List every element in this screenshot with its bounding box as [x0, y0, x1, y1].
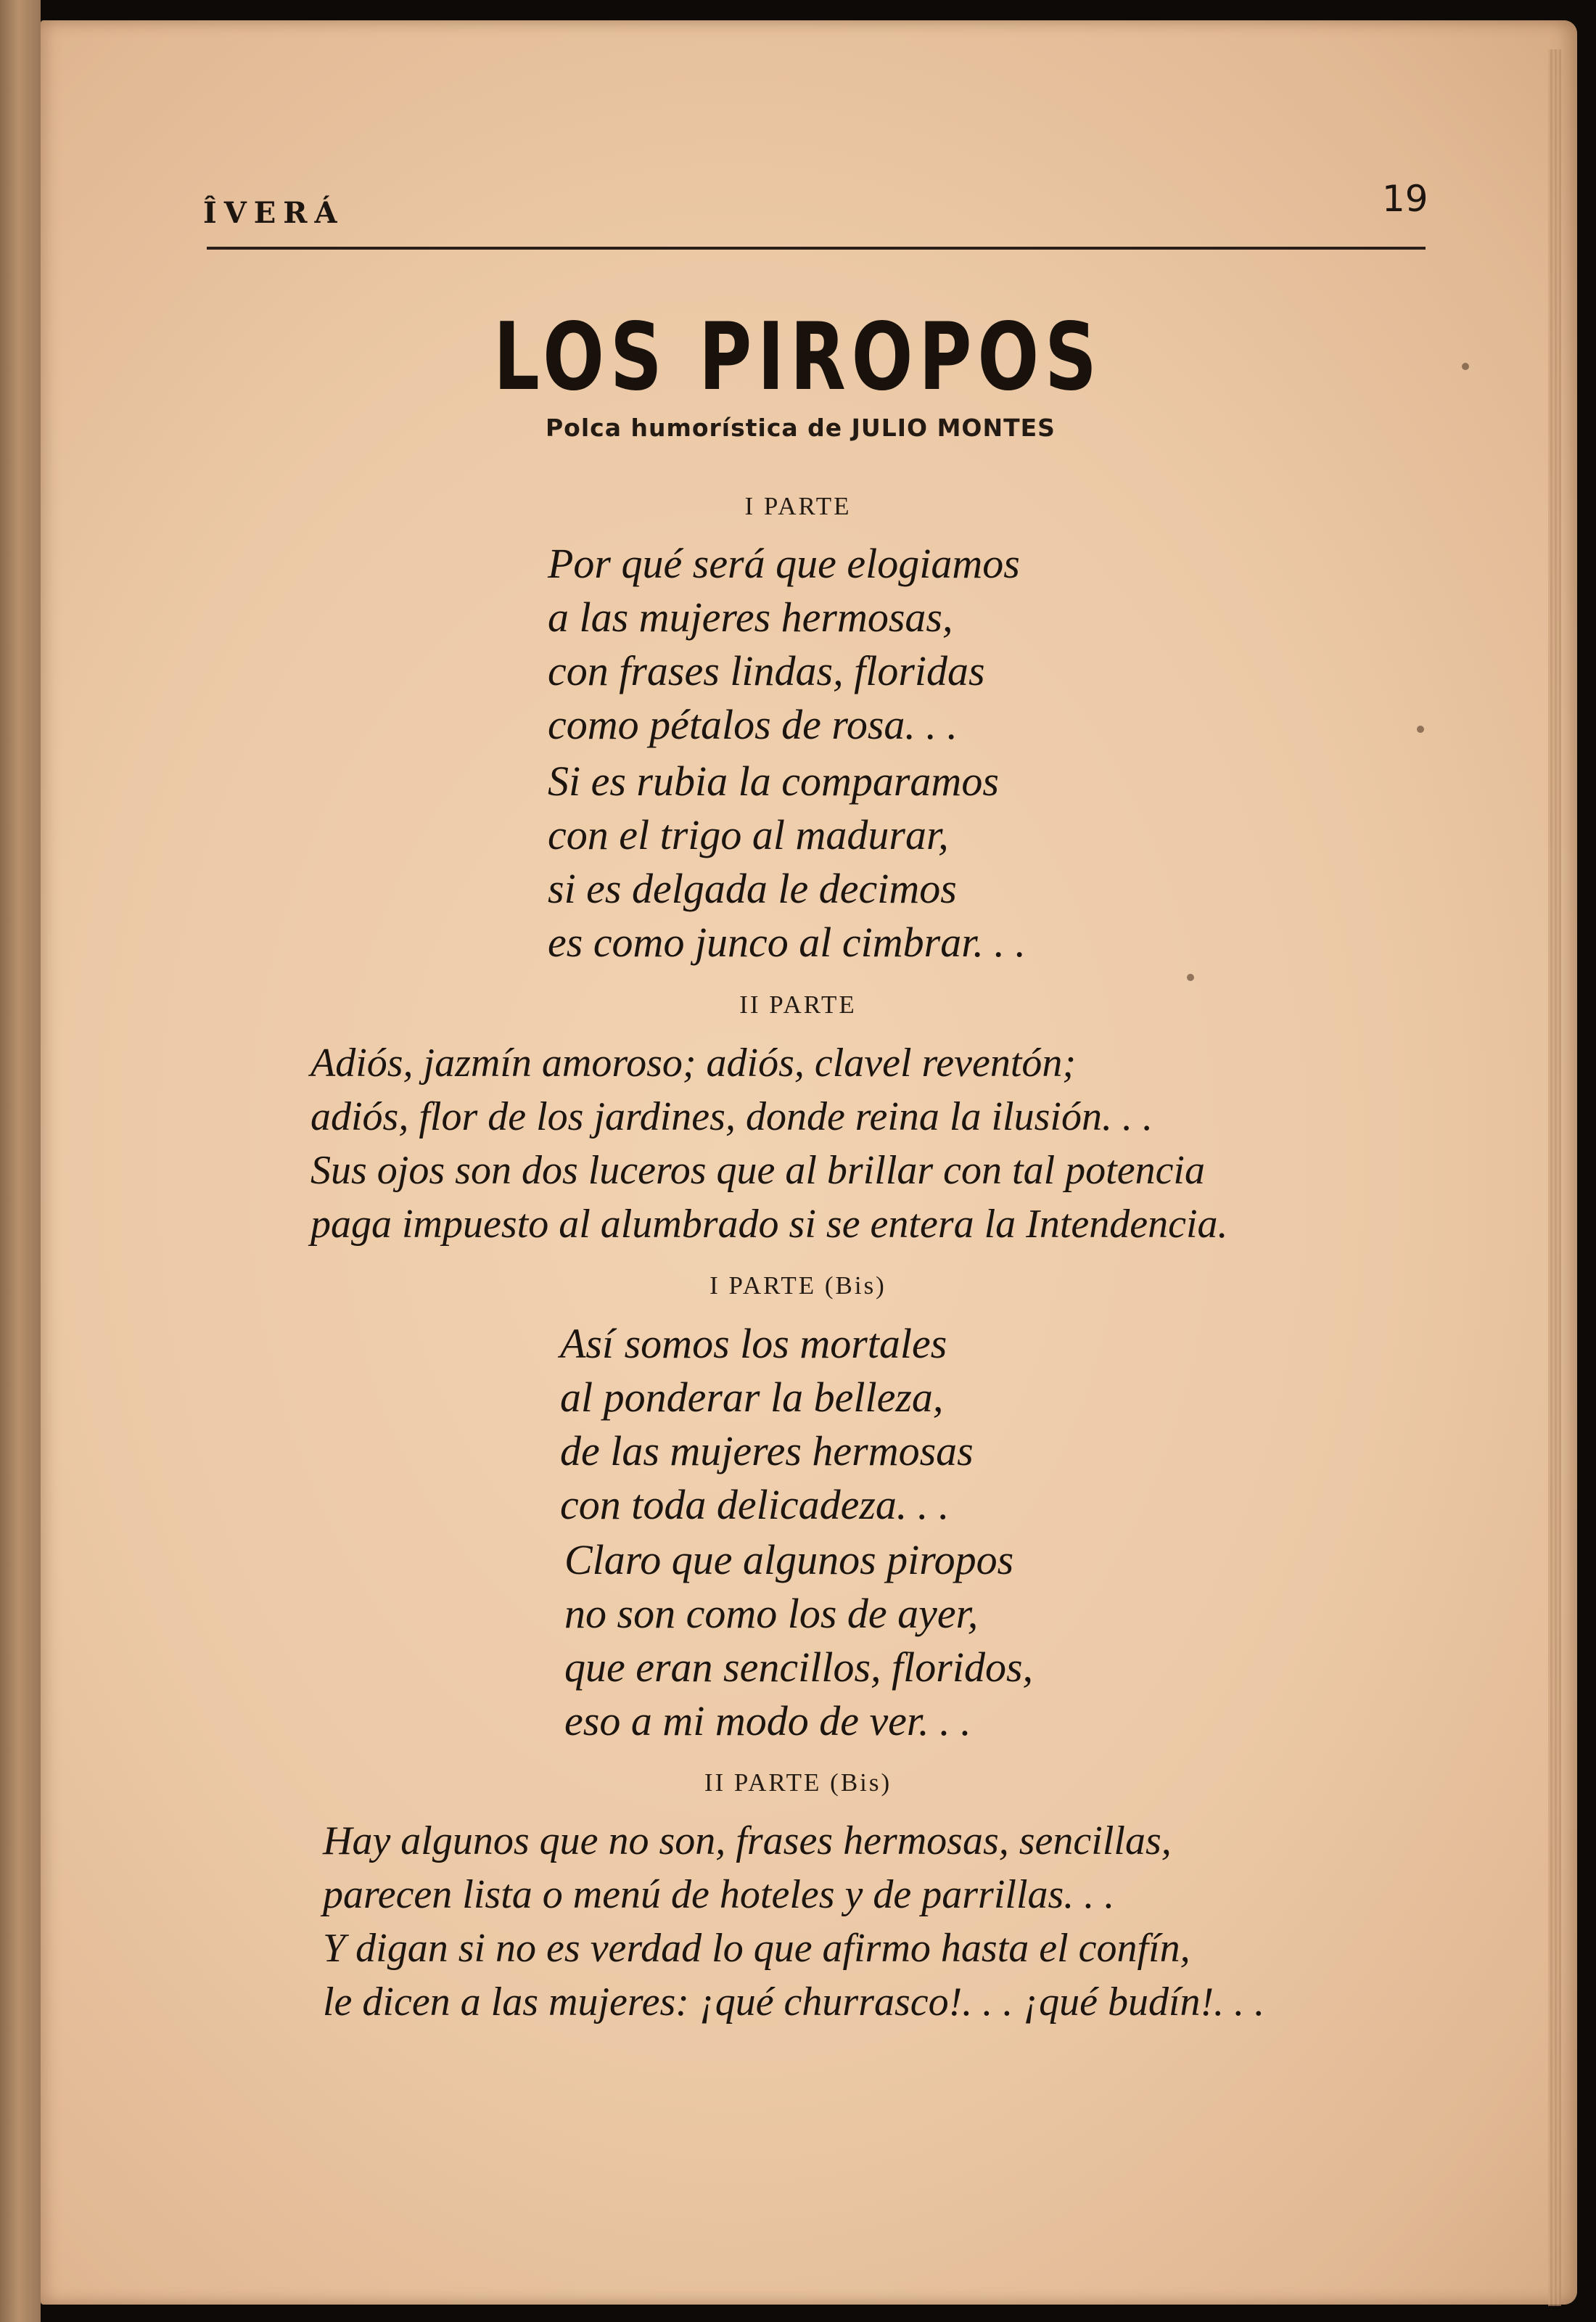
running-head: ÎVERÁ	[203, 196, 345, 230]
verse-line: si es delgada le decimos	[548, 865, 957, 912]
verse-line: con frases lindas, floridas	[548, 647, 985, 694]
verse-line: parecen lista o menú de hoteles y de parrillas. . .	[323, 1872, 1115, 1917]
verse-line: Y digan si no es verdad lo que afirmo hasta el confín,	[323, 1926, 1190, 1971]
verse-line: Por qué será que elogiamos	[548, 540, 1020, 587]
verse-line: le dicen a las mujeres: ¡qué churrasco!. . . ¡qué budín!. . .	[323, 1980, 1265, 2024]
verse-line: al ponderar la belleza,	[560, 1374, 944, 1421]
section-heading-2: II PARTE	[739, 990, 857, 1019]
verse-line: adiós, flor de los jardines, donde reina la ilusión. . .	[310, 1094, 1153, 1139]
verse-line: paga impuesto al alumbrado si se entera la Intendencia.	[310, 1202, 1228, 1247]
verse-line: de las mujeres hermosas	[560, 1427, 974, 1474]
section-heading-4: II PARTE (Bis)	[704, 1768, 892, 1797]
verse-line: Sus ojos son dos luceros que al brillar con tal potencia	[310, 1148, 1205, 1193]
header-rule	[207, 247, 1426, 250]
verse-line: eso a mi modo de ver. . .	[564, 1697, 971, 1744]
verse-line: Así somos los mortales	[560, 1320, 947, 1367]
verse-line: con el trigo al madurar,	[548, 811, 949, 858]
stanza-5	[564, 1533, 1033, 1748]
song-subtitle: Polca humorística de JULIO MONTES	[546, 414, 1056, 442]
paper-speck	[1417, 726, 1424, 733]
verse-line: como pétalos de rosa. . .	[548, 701, 958, 748]
stanza-6	[323, 1814, 1264, 2029]
page-edge	[1548, 49, 1561, 2306]
verse-line: Claro que algunos piropos	[564, 1536, 1014, 1583]
book-spine	[0, 0, 41, 2322]
stanza-2	[548, 755, 1026, 969]
verse-line: con toda delicadeza. . .	[560, 1481, 950, 1528]
verse-line: a las mujeres hermosas,	[548, 594, 953, 641]
stanza-3	[310, 1036, 1228, 1251]
section-heading-3: I PARTE (Bis)	[709, 1271, 887, 1300]
paper-speck	[1462, 363, 1469, 370]
song-title: LOS PIROPOS	[493, 303, 1103, 411]
stanza-4	[560, 1317, 974, 1532]
verse-line: es como junco al cimbrar. . .	[548, 919, 1026, 966]
verse-line: no son como los de ayer,	[564, 1590, 979, 1637]
verse-line: Adiós, jazmín amoroso; adiós, clavel reventón;	[310, 1041, 1077, 1086]
verse-line: Hay algunos que no son, frases hermosas, sencillas,	[323, 1818, 1172, 1863]
verse-line: Si es rubia la comparamos	[548, 758, 999, 805]
stanza-1	[548, 537, 1020, 752]
verse-line: que eran sencillos, floridos,	[564, 1644, 1034, 1691]
page-number: 19	[1382, 178, 1428, 220]
paper-speck	[1187, 974, 1194, 981]
section-heading-1: I PARTE	[744, 492, 852, 520]
